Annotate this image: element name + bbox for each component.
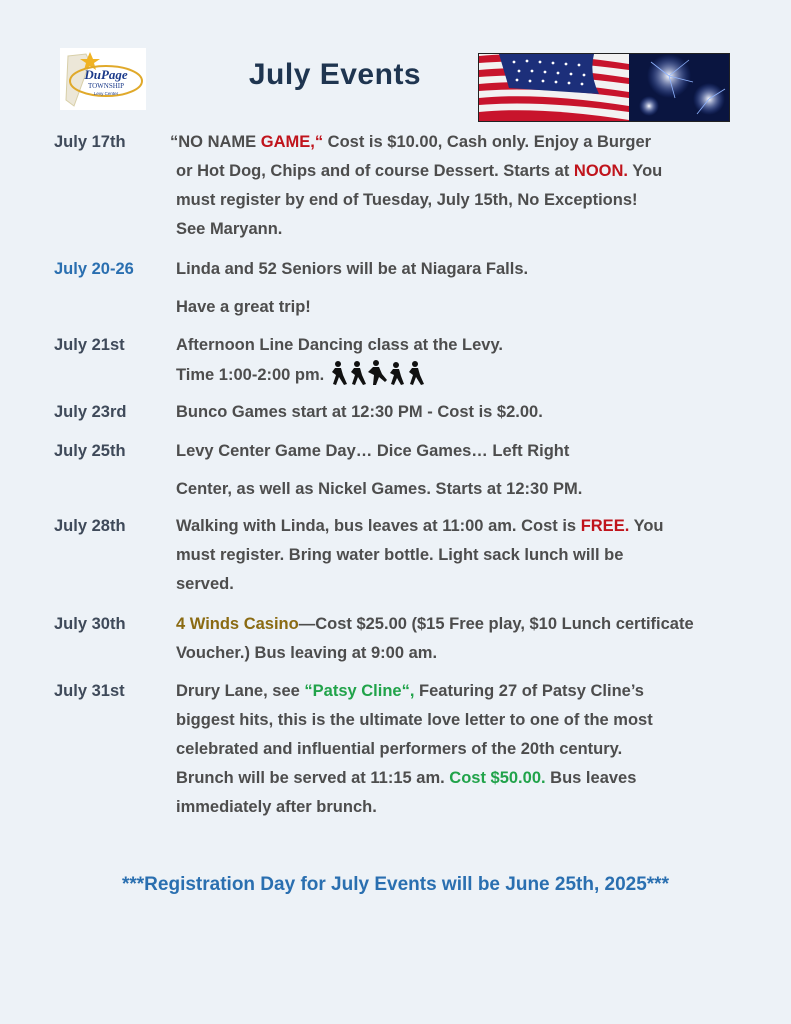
event-text: or Hot Dog, Chips and of course Dessert. Starts at [176, 162, 574, 180]
event-line: immediately after brunch. [176, 798, 377, 816]
event-line: served. [176, 575, 234, 593]
logo-text-dupage: DuPage [84, 67, 128, 82]
event-highlight-casino: 4 Winds Casino [176, 615, 299, 633]
event-description [176, 331, 761, 390]
event-text: Featuring 27 of Patsy Cline’s [414, 682, 644, 700]
event-date: July 31st [54, 682, 125, 700]
event-line: must register by end of Tuesday, July 15th, No Exceptions! [176, 191, 638, 209]
event-description [176, 437, 761, 504]
event-line: Linda and 52 Seniors will be at Niagara Falls. [176, 260, 529, 278]
event-text: “NO NAME [170, 133, 261, 151]
event-line: Center, as well as Nickel Games. Starts at 12:30 PM. [176, 480, 583, 498]
event-description [176, 512, 761, 599]
event-date: July 17th [54, 133, 126, 151]
event-line [176, 512, 761, 541]
event-description [176, 255, 761, 322]
event-text: Bus leaves [545, 769, 637, 787]
page-title: July Events [248, 58, 422, 91]
event-text: Drury Lane, see [176, 682, 305, 700]
registration-day-notice: ***Registration Day for July Events will be June 25th, 2025*** [122, 874, 669, 895]
event-highlight-noon: NOON. [573, 162, 628, 180]
event-line: Have a great trip! [176, 298, 311, 316]
event-description [170, 128, 755, 244]
event-text: Brunch will be served at 11:15 am. [176, 769, 450, 787]
event-date: July 25th [54, 442, 126, 460]
line-dancers-icon [330, 360, 426, 386]
event-line [176, 764, 761, 793]
event-line: Bunco Games start at 12:30 PM - Cost is $2.00. [176, 403, 543, 421]
event-line [170, 157, 755, 186]
event-text: You [628, 162, 663, 180]
logo-text-township: TOWNSHIP [87, 82, 125, 90]
event-description [176, 610, 761, 668]
american-flag-fireworks-image [478, 53, 730, 122]
event-line: celebrated and influential performers of the 20th century. [176, 740, 623, 758]
event-line: must register. Bring water bottle. Light sack lunch will be [176, 546, 624, 564]
event-date: July 21st [54, 336, 125, 354]
event-description [176, 677, 761, 822]
event-highlight-game: GAME,“ [260, 133, 324, 151]
event-line [170, 128, 755, 157]
event-date: July 23rd [54, 403, 127, 421]
event-text: Time 1:00-2:00 pm. [176, 366, 325, 384]
event-line [176, 360, 761, 390]
event-date: July 28th [54, 517, 126, 535]
event-text: Cost is $10.00, Cash only. Enjoy a Burger [323, 133, 652, 151]
event-text: —Cost $25.00 ($15 Free play, $10 Lunch certificate [298, 615, 694, 633]
event-line: Afternoon Line Dancing class at the Levy. [176, 336, 504, 354]
event-highlight-cost: Cost $50.00. [449, 769, 546, 787]
event-highlight-free: FREE. [580, 517, 630, 535]
event-text: You [629, 517, 664, 535]
event-line: biggest hits, this is the ultimate love letter to one of the most [176, 711, 653, 729]
logo-text-levy: Levy Center [93, 91, 119, 96]
event-description [176, 398, 761, 427]
flag-graphic [479, 54, 729, 121]
event-line: See Maryann. [176, 220, 283, 238]
event-date: July 20-26 [54, 260, 134, 278]
event-highlight-patsy-cline: “Patsy Cline“, [304, 682, 415, 700]
event-text: Walking with Linda, bus leaves at 11:00 am. Cost is [176, 517, 581, 535]
event-line: Levy Center Game Day… Dice Games… Left Right [176, 442, 570, 460]
event-line [176, 610, 761, 639]
event-line [176, 677, 761, 706]
event-date: July 30th [54, 615, 126, 633]
event-line: Voucher.) Bus leaving at 9:00 am. [176, 644, 438, 662]
